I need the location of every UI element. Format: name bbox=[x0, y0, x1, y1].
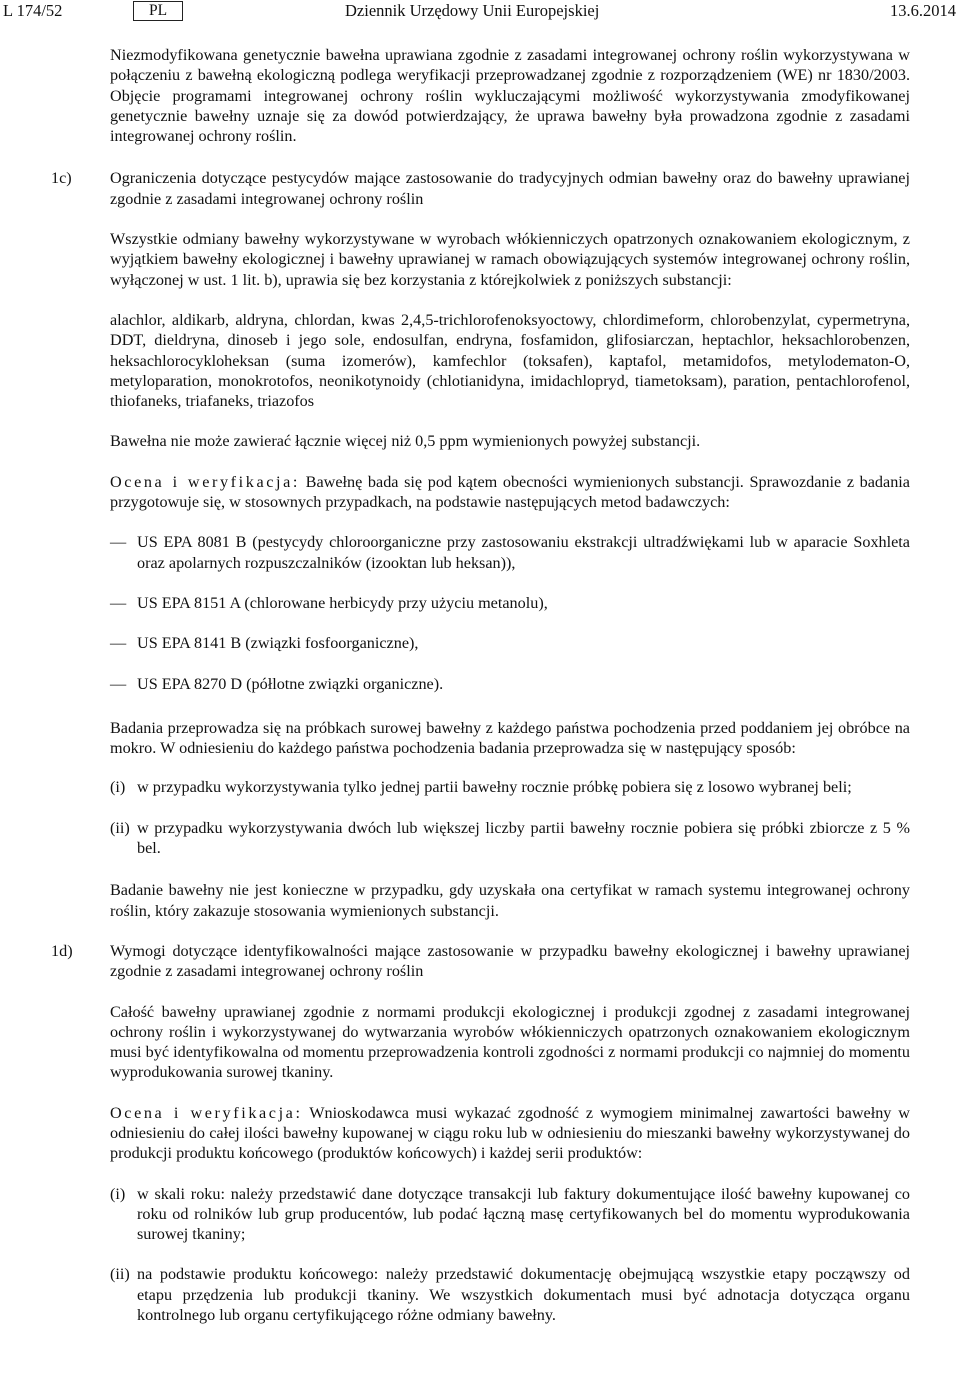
intro-paragraph: Niezmodyfikowana genetycznie bawełna uprawiana zgodnie z zasadami integrowanej ochrony roślin wykorzystywana w połączeniu z bawełną ekologiczną podlega weryfikacji przeprowadzanej zgodnie z rozporządzeniem (WE) nr 1830/2003. Objęcie programami integrowanej ochrony roślin wykluczającymi możliwość wykorzystywania zmodyfikowanej genetycznie bawełny uznaje się za dowód potwierdzający, że uprawa bawełny była prowadzona zgodnie z zasadami integrowanej ochrony roślin. bbox=[110, 46, 910, 146]
paragraph: Badanie bawełny nie jest konieczne w przypadku, gdy uzyskała ona certyfikat w ramach systemu integrowanej ochrony roślin, który zakazuje stosowania wymienionych substancji. bbox=[110, 881, 910, 920]
sub-item-label: (i) bbox=[110, 778, 126, 797]
dash-mark: — bbox=[110, 593, 127, 612]
journal-title: Dziennik Urzędowy Unii Europejskiej bbox=[345, 1, 600, 20]
sub-item bbox=[110, 818, 910, 859]
sub-item-text: na podstawie produktu końcowego: należy przedstawić dokumentację obejmującą wszystkie etapy począwszy od etapu przędzenia lub produkcji tkaniny. We wszystkich dokumentach musi być adnotacja dotycząca organu kontrolnego lub organu certyfikującego różne odmiany bawełny. bbox=[137, 1265, 910, 1325]
method-text: US EPA 8151 A (chlorowane herbicydy przy użyciu metanolu), bbox=[137, 593, 548, 612]
sub-item-label: (ii) bbox=[110, 1265, 130, 1284]
assessment-label: Ocena i weryfikacja: bbox=[110, 472, 301, 491]
sub-item-label: (i) bbox=[110, 1184, 126, 1203]
paragraph: Bawełna nie może zawierać łącznie więcej niż 0,5 ppm wymienionych powyżej substancji. bbox=[110, 432, 701, 451]
dash-mark: — bbox=[110, 674, 127, 693]
sub-item bbox=[110, 1184, 910, 1245]
dash-mark: — bbox=[110, 533, 127, 552]
section-1c bbox=[0, 168, 960, 209]
sub-item-text: w przypadku wykorzystywania dwóch lub większej liczby partii bawełny rocznie pobiera się próbki zbiorcze z 5 % bel. bbox=[137, 818, 910, 858]
section-1d bbox=[0, 941, 960, 982]
method-item bbox=[110, 633, 910, 653]
method-item bbox=[110, 593, 910, 613]
sub-item bbox=[110, 777, 910, 797]
assessment-label: Ocena i weryfikacja: bbox=[110, 1103, 303, 1122]
method-item bbox=[110, 674, 910, 694]
section-number: 1d) bbox=[51, 941, 73, 960]
assessment-text: Bawełnę bada się pod kątem obecności wymienionych substancji. Sprawozdanie z badania przygotowuje się, w stosownych przypadkach, na podstawie następujących metod badawczych: bbox=[110, 472, 910, 512]
method-text: US EPA 8141 B (związki fosfoorganiczne), bbox=[137, 634, 419, 653]
section-title: Ograniczenia dotyczące pestycydów mające zastosowanie do tradycyjnych odmian bawełny oraz do bawełny uprawianej zgodnie z zasadami integrowanej ochrony roślin bbox=[110, 169, 910, 208]
publication-date: 13.6.2014 bbox=[890, 1, 956, 20]
sub-item bbox=[110, 1264, 910, 1325]
paragraph: Całość bawełny uprawianej zgodnie z normami produkcji ekologicznej i produkcji zgodnej z zasadami integrowanej ochrony roślin i wykorzystywanej do wytwarzania wyrobów włókienniczych opatrzonych oznakowaniem ekologicznym musi być identyfikowalna od momentu przeprowadzenia kontroli zgodności z normami produkcji co najmniej do momentu wyprodukowania surowej tkaniny. bbox=[110, 1002, 910, 1082]
sub-item-text: w skali roku: należy przedstawić dane dotyczące transakcji lub faktury dokumentujące ilość bawełny kupowanej co roku od rolników lub grup producentów, lub podać łączną masę certyfikowanych bel do momentu wyprodukowania surowej tkaniny; bbox=[137, 1184, 910, 1244]
method-text: US EPA 8081 B (pestycydy chloroorganiczne przy zastosowaniu ekstrakcji ultradźwiękami lub w aparacie Soxhleta oraz apolarnych rozpuszczalników (izooktan lub heksan)), bbox=[137, 533, 910, 572]
page-number: L 174/52 bbox=[3, 1, 63, 20]
page-header bbox=[0, 0, 960, 24]
assessment-text: Wnioskodawca musi wykazać zgodność z wymogiem minimalnej zawartości bawełny w odniesieniu do całej ilości bawełny kupowanej w ciągu roku lub w odniesieniu do mieszanki bawełny wykorzystywanej do produkcji produktu końcowego (produktów końcowych) i każdej serii produktów: bbox=[110, 1103, 911, 1163]
method-item bbox=[110, 532, 910, 573]
assessment-paragraph bbox=[110, 1103, 910, 1164]
dash-mark: — bbox=[110, 634, 127, 653]
paragraph: Badania przeprowadza się na próbkach surowej bawełny z każdego państwa pochodzenia przed poddaniem jej obróbce na mokro. W odniesieniu do każdego państwa pochodzenia badania przeprowadza się w następujący sposób: bbox=[110, 718, 910, 758]
language-code-box: PL bbox=[133, 1, 183, 21]
substance-list: alachlor, aldikarb, aldryna, chlordan, kwas 2,4,5-trichlorofenoksyoctowy, chlordimeform, chlorobenzylat, cypermetryna, DDT, dieldryna, dinoseb i jego sole, endosulfan, endryna, fosfamidon, glifosiarczan, heptachlor, heksachlorobenzen, heksachlorocykloheksan (suma izomerów), kamfechlor (toksafen), kaptafol, metamidofos, metylodematon-O, metyloparation, monokrotofos, neonikotynoidy (chlotianidyna, imidachlopryd, tiametoksam), paration, pentachlorofenol, thiofaneks, triafaneks, triazofos bbox=[110, 310, 910, 411]
document-body bbox=[0, 45, 960, 1325]
section-title: Wymogi dotyczące identyfikowalności mające zastosowanie w przypadku bawełny ekologicznej i bawełny uprawianej zgodnie z zasadami integrowanej ochrony roślin bbox=[110, 941, 910, 981]
sub-item-text: w przypadku wykorzystywania tylko jednej partii bawełny rocznie próbkę pobiera się z losowo wybranej beli; bbox=[137, 778, 852, 797]
sub-item-label: (ii) bbox=[110, 818, 130, 837]
section-number: 1c) bbox=[51, 169, 72, 188]
paragraph: Wszystkie odmiany bawełny wykorzystywane w wyrobach włókienniczych opatrzonych oznakowaniem ekologicznym, z wyjątkiem bawełny ekologicznej i bawełny uprawianej w ramach obowiązujących systemów integrowanej ochrony roślin, wyłączonej w ust. 1 lit. b), uprawia się bez korzystania z którejkolwiek z poniższych substancji: bbox=[110, 230, 910, 289]
method-text: US EPA 8270 D (półlotne związki organiczne). bbox=[137, 674, 444, 693]
assessment-paragraph bbox=[110, 472, 910, 513]
